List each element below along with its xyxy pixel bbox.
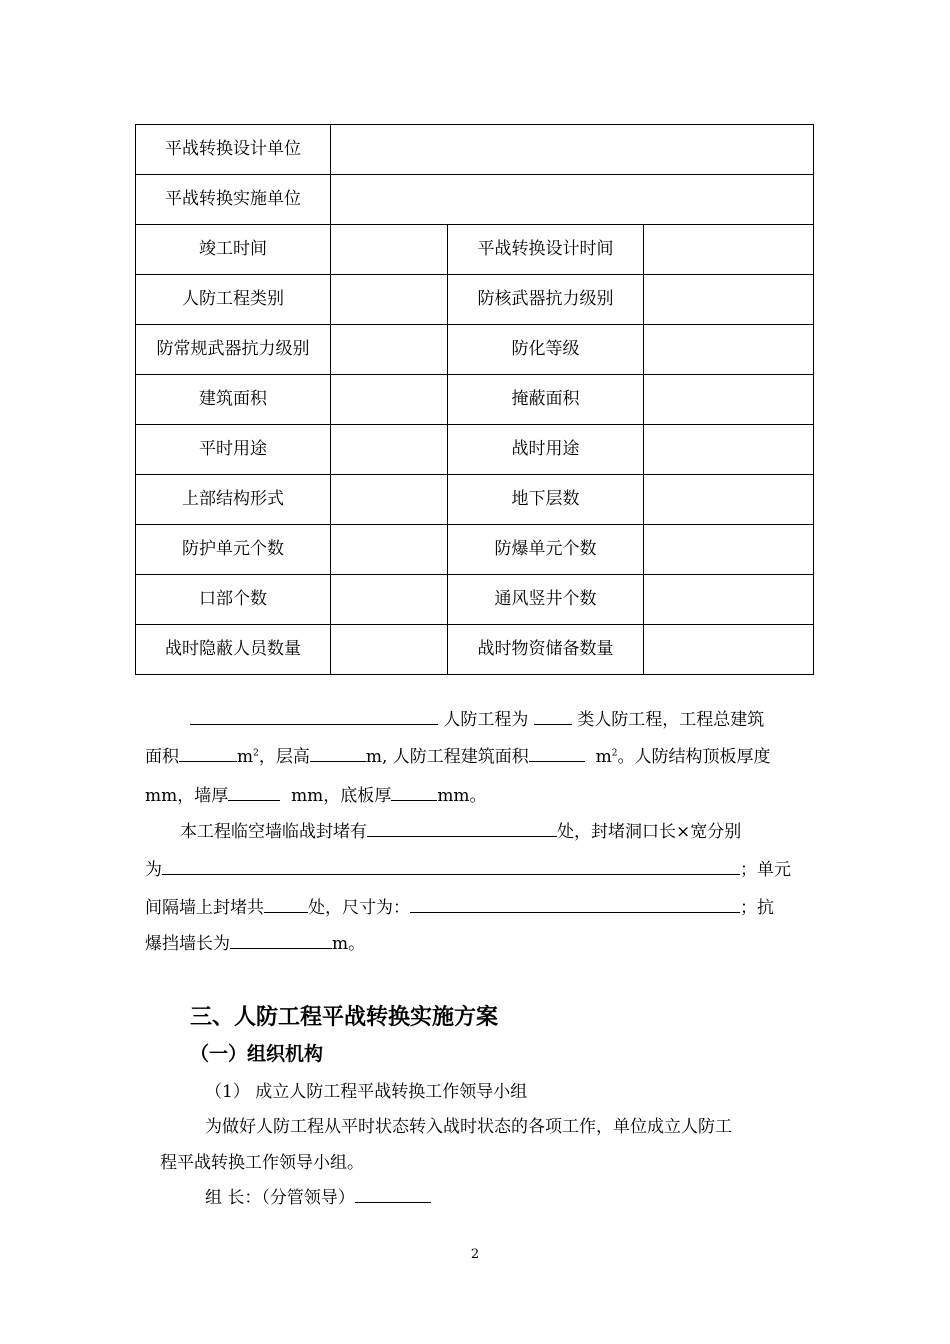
- table-row: [136, 475, 814, 525]
- table-row: [136, 375, 814, 425]
- table-label: 防核武器抗力级别: [448, 275, 644, 325]
- table-label: 战时隐蔽人员数量: [136, 625, 331, 675]
- table-label: 战时用途: [448, 425, 644, 475]
- table-value: [331, 625, 448, 675]
- fill-blank: [367, 820, 557, 837]
- table-value: [644, 375, 814, 425]
- para-text: m, 人防工程建筑面积: [365, 747, 529, 767]
- superscript: 2: [253, 748, 259, 759]
- fill-blank: [179, 745, 237, 762]
- info-table: [135, 124, 814, 675]
- superscript: 2: [611, 748, 618, 759]
- fill-blank: [355, 1186, 431, 1203]
- table-row: [136, 175, 814, 225]
- table-value: [644, 275, 814, 325]
- table-label: 防护单元个数: [136, 525, 331, 575]
- table-label: 防常规武器抗力级别: [136, 325, 331, 375]
- table-row: [136, 525, 814, 575]
- table-value: [331, 275, 448, 325]
- table-label: 竣工时间: [136, 225, 331, 275]
- table-label: 战时物资储备数量: [448, 625, 644, 675]
- para2-line3: [145, 896, 813, 918]
- table-value: [644, 575, 814, 625]
- para1-line2: [145, 745, 813, 767]
- table-label: 防化等级: [448, 325, 644, 375]
- para-text: 处，封堵洞口长×宽分别: [557, 822, 742, 842]
- fill-blank: [534, 708, 572, 725]
- para-text: ，层高: [258, 747, 310, 767]
- table-label: 平战转换设计单位: [136, 125, 331, 175]
- subsection-heading: （一）组织机构: [190, 1043, 324, 1065]
- table-label: 平时用途: [136, 425, 331, 475]
- table-row: [136, 575, 814, 625]
- section-heading: 三、人防工程平战转换实施方案: [190, 1004, 499, 1030]
- body-text: 为做好人防工程从平时状态转入战时状态的各项工作，单位成立人防工: [205, 1117, 732, 1137]
- table-value: [331, 575, 448, 625]
- para2-line2: [145, 858, 813, 880]
- para-text: 间隔墙上封堵共: [145, 898, 264, 918]
- table-value: [331, 325, 448, 375]
- table-value: [644, 325, 814, 375]
- para1-line1: [145, 708, 813, 730]
- para-text: 爆挡墙长为: [145, 934, 230, 954]
- fill-blank: [190, 708, 438, 725]
- table-value: [331, 375, 448, 425]
- table-label: 建筑面积: [136, 375, 331, 425]
- unit-text: m: [595, 747, 612, 767]
- table-value: [644, 225, 814, 275]
- para-text: 本工程临空墙临战封堵有: [180, 822, 367, 842]
- para2-line4: [145, 932, 813, 954]
- fill-blank: [310, 745, 366, 762]
- fill-blank: [230, 932, 332, 949]
- table-row: [136, 125, 814, 175]
- para-text: 人防工程为: [443, 710, 529, 730]
- table-label: 上部结构形式: [136, 475, 331, 525]
- table-row: [136, 225, 814, 275]
- table-value: [331, 175, 814, 225]
- para-text: 为: [145, 860, 162, 880]
- table-value: [644, 425, 814, 475]
- fill-blank: [264, 896, 308, 913]
- para-text: ；抗: [740, 898, 774, 918]
- para-text: 处，尺寸为：: [308, 898, 410, 918]
- table-value: [644, 625, 814, 675]
- table-value: [644, 475, 814, 525]
- table-label: 掩蔽面积: [448, 375, 644, 425]
- para-text: m。: [332, 934, 366, 954]
- table-value: [331, 425, 448, 475]
- table-value: [331, 475, 448, 525]
- para-text: 类人防工程，工程总建筑: [577, 710, 765, 730]
- fill-blank: [162, 858, 740, 875]
- table-row: [136, 275, 814, 325]
- fill-blank: [391, 784, 437, 801]
- table-row: [136, 425, 814, 475]
- table-label: 地下层数: [448, 475, 644, 525]
- table-label: 口部个数: [136, 575, 331, 625]
- leader-label: 组 长：（分管领导）: [205, 1188, 355, 1208]
- table-label: 平战转换设计时间: [448, 225, 644, 275]
- para-text: ；单元: [740, 860, 791, 880]
- para-text: 面积: [145, 747, 179, 767]
- fill-blank: [410, 896, 740, 913]
- para-text: mm，墙厚: [145, 786, 229, 806]
- body-text: 程平战转换工作领导小组。: [160, 1153, 364, 1173]
- table-label: 平战转换实施单位: [136, 175, 331, 225]
- leader-line: [205, 1183, 431, 1208]
- fill-blank: [228, 784, 280, 801]
- table-value: [331, 225, 448, 275]
- fill-blank: [529, 745, 585, 762]
- page-number: 2: [470, 1247, 480, 1262]
- para-text: mm，底板厚: [291, 786, 392, 806]
- table-label: 人防工程类别: [136, 275, 331, 325]
- table-row: [136, 325, 814, 375]
- table-row: [136, 625, 814, 675]
- para1-line3: [145, 784, 813, 806]
- table-label: 通风竖井个数: [448, 575, 644, 625]
- unit-text: m: [237, 747, 254, 767]
- table-value: [331, 125, 814, 175]
- table-value: [644, 525, 814, 575]
- para-text: mm。: [437, 786, 487, 806]
- para-text: 。人防结构顶板厚度: [617, 747, 771, 767]
- para2-line1: [145, 820, 813, 842]
- list-item: （1） 成立人防工程平战转换工作领导小组: [205, 1082, 528, 1102]
- table-value: [331, 525, 448, 575]
- table-label: 防爆单元个数: [448, 525, 644, 575]
